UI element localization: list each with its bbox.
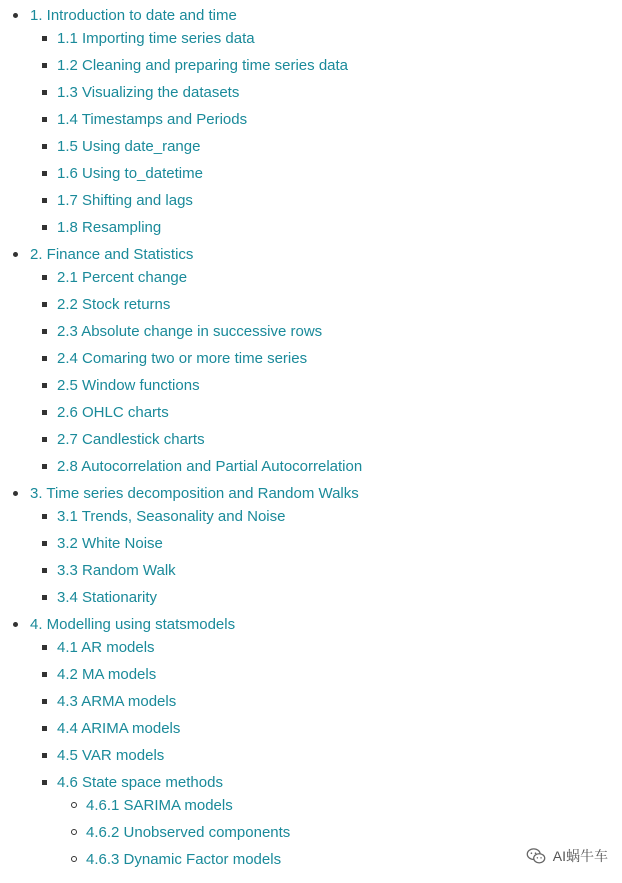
- toc-link[interactable]: 2.7 Candlestick charts: [57, 430, 205, 448]
- toc-subitem[interactable]: [71, 821, 290, 843]
- bullet-icon: [42, 90, 47, 95]
- toc-item[interactable]: [42, 81, 239, 103]
- bullet-icon: [71, 829, 77, 835]
- toc-item[interactable]: [42, 532, 163, 554]
- toc-link[interactable]: 2.8 Autocorrelation and Partial Autocorrelation: [57, 457, 363, 475]
- bullet-icon: [42, 541, 47, 546]
- toc-item[interactable]: [42, 744, 164, 766]
- toc-link[interactable]: 4.1 AR models: [57, 638, 155, 656]
- bullet-icon: [13, 491, 18, 496]
- toc-item[interactable]: [42, 320, 322, 342]
- toc-item[interactable]: [42, 347, 307, 369]
- bullet-icon: [42, 437, 47, 442]
- toc-link[interactable]: 4.6.2 Unobserved components: [86, 823, 291, 841]
- bullet-icon: [42, 410, 47, 415]
- toc-subitem[interactable]: [71, 794, 233, 816]
- bullet-icon: [42, 383, 47, 388]
- bullet-icon: [13, 13, 18, 18]
- toc-item[interactable]: [42, 428, 205, 450]
- toc-item[interactable]: [42, 586, 157, 608]
- watermark-text: AI蜗牛车: [552, 848, 608, 864]
- toc-link[interactable]: 2.5 Window functions: [57, 376, 200, 394]
- toc-item[interactable]: [42, 559, 176, 581]
- toc-link[interactable]: 3.3 Random Walk: [57, 561, 176, 579]
- toc-link[interactable]: 4.6.3 Dynamic Factor models: [86, 850, 282, 868]
- bullet-icon: [42, 225, 47, 230]
- toc-link[interactable]: 3.1 Trends, Seasonality and Noise: [57, 507, 286, 525]
- toc-item[interactable]: [42, 401, 169, 423]
- toc-item[interactable]: [42, 374, 200, 396]
- toc-item[interactable]: [42, 293, 170, 315]
- toc-link[interactable]: 2.6 OHLC charts: [57, 403, 169, 421]
- toc-section-1[interactable]: [13, 4, 237, 26]
- toc-link[interactable]: 2.2 Stock returns: [57, 295, 171, 313]
- toc-link[interactable]: 1.4 Timestamps and Periods: [57, 110, 248, 128]
- bullet-icon: [42, 464, 47, 469]
- toc-subitem[interactable]: [71, 848, 281, 870]
- toc-item[interactable]: [42, 505, 285, 527]
- toc-link[interactable]: 1.6 Using to_datetime: [57, 164, 203, 182]
- bullet-icon: [13, 252, 18, 257]
- toc-link[interactable]: 4.5 VAR models: [57, 746, 165, 764]
- toc-link[interactable]: 1.8 Resampling: [57, 218, 162, 236]
- bullet-icon: [42, 171, 47, 176]
- toc-item[interactable]: [42, 108, 247, 130]
- toc-item[interactable]: [42, 54, 348, 76]
- bullet-icon: [42, 699, 47, 704]
- bullet-icon: [42, 275, 47, 280]
- toc-link[interactable]: 1.5 Using date_range: [57, 137, 201, 155]
- bullet-icon: [71, 856, 77, 862]
- bullet-icon: [42, 36, 47, 41]
- toc-link[interactable]: 1.7 Shifting and lags: [57, 191, 193, 209]
- toc-link[interactable]: 2.1 Percent change: [57, 268, 188, 286]
- toc-link[interactable]: 2.4 Comaring two or more time series: [57, 349, 308, 367]
- toc-item[interactable]: [42, 266, 187, 288]
- wechat-icon: [525, 845, 547, 867]
- bullet-icon: [42, 302, 47, 307]
- toc-link[interactable]: 1.1 Importing time series data: [57, 29, 255, 47]
- toc-item[interactable]: [42, 455, 362, 477]
- toc-link[interactable]: 2. Finance and Statistics: [30, 245, 194, 263]
- toc-link[interactable]: 4.6 State space methods: [57, 773, 223, 791]
- toc-link[interactable]: 4.2 MA models: [57, 665, 157, 683]
- toc-section-2[interactable]: [13, 243, 193, 265]
- bullet-icon: [42, 753, 47, 758]
- toc-item[interactable]: [42, 771, 223, 793]
- bullet-icon: [42, 780, 47, 785]
- toc-link[interactable]: 1. Introduction to date and time: [30, 6, 237, 24]
- toc-link[interactable]: 4. Modelling using statsmodels: [30, 615, 236, 633]
- bullet-icon: [13, 622, 18, 627]
- bullet-icon: [42, 63, 47, 68]
- toc-link[interactable]: 1.2 Cleaning and preparing time series data: [57, 56, 349, 74]
- toc-item[interactable]: [42, 690, 176, 712]
- toc-item[interactable]: [42, 717, 180, 739]
- toc-item[interactable]: [42, 636, 155, 658]
- watermark: [525, 845, 608, 867]
- toc-item[interactable]: [42, 135, 200, 157]
- bullet-icon: [42, 117, 47, 122]
- bullet-icon: [42, 514, 47, 519]
- toc-link[interactable]: 4.4 ARIMA models: [57, 719, 181, 737]
- toc-link[interactable]: 1.3 Visualizing the datasets: [57, 83, 240, 101]
- bullet-icon: [42, 726, 47, 731]
- toc-section-4[interactable]: [13, 613, 235, 635]
- bullet-icon: [42, 568, 47, 573]
- toc-link[interactable]: 2.3 Absolute change in successive rows: [57, 322, 323, 340]
- bullet-icon: [42, 672, 47, 677]
- bullet-icon: [42, 198, 47, 203]
- toc-item[interactable]: [42, 162, 203, 184]
- toc-link[interactable]: 4.3 ARMA models: [57, 692, 177, 710]
- toc-item[interactable]: [42, 663, 156, 685]
- toc-item[interactable]: [42, 216, 161, 238]
- toc-link[interactable]: 3.2 White Noise: [57, 534, 163, 552]
- toc-item[interactable]: [42, 189, 193, 211]
- toc-item[interactable]: [42, 27, 255, 49]
- toc-link[interactable]: 3. Time series decomposition and Random Walks: [30, 484, 359, 502]
- toc-link[interactable]: 4.6.1 SARIMA models: [86, 796, 233, 814]
- toc-section-3[interactable]: [13, 482, 359, 504]
- bullet-icon: [42, 595, 47, 600]
- toc-link[interactable]: 3.4 Stationarity: [57, 588, 158, 606]
- bullet-icon: [42, 356, 47, 361]
- bullet-icon: [42, 329, 47, 334]
- bullet-icon: [42, 144, 47, 149]
- bullet-icon: [42, 645, 47, 650]
- bullet-icon: [71, 802, 77, 808]
